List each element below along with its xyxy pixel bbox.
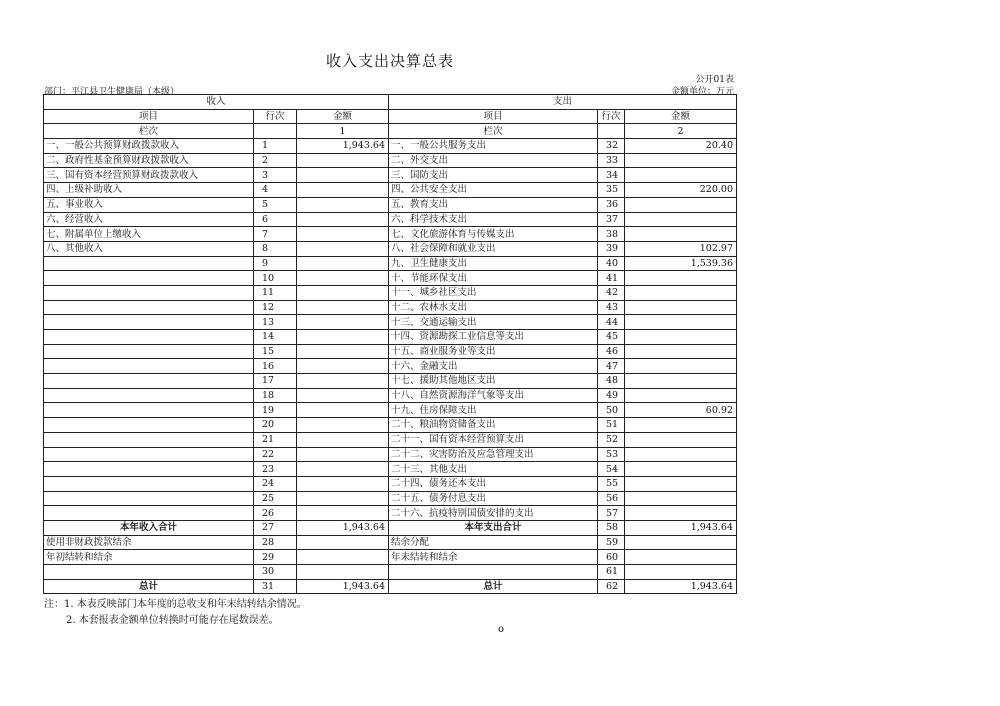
income-item <box>44 447 254 462</box>
expense-item: 二十六、抗疫特别国债安排的支出 <box>389 506 598 521</box>
table-row <box>44 241 737 256</box>
expense-lanci-label: 栏次 <box>389 124 598 139</box>
expense-item: 四、公共安全支出 <box>389 183 598 198</box>
income-item <box>44 432 254 447</box>
year-total-row <box>44 520 737 535</box>
expense-row-number: 37 <box>598 212 625 227</box>
table-row <box>44 550 737 565</box>
income-row-number: 16 <box>254 359 297 374</box>
expense-row-number: 32 <box>598 139 625 154</box>
income-row-number: 24 <box>254 476 297 491</box>
expense-row-number: 40 <box>598 256 625 271</box>
income-amount <box>297 168 389 183</box>
expense-row-number: 34 <box>598 168 625 183</box>
income-amount <box>297 565 389 580</box>
expense-row-number: 55 <box>598 476 625 491</box>
table-row <box>44 183 737 198</box>
expense-item: 二十、粮油物资储备支出 <box>389 418 598 433</box>
income-section-header: 收入 <box>44 95 389 110</box>
income-row-number: 7 <box>254 227 297 242</box>
income-lanci-label: 栏次 <box>44 124 254 139</box>
income-row-number: 18 <box>254 388 297 403</box>
expense-amount: 220.00 <box>625 183 737 198</box>
expense-amount <box>625 197 737 212</box>
income-item <box>44 330 254 345</box>
table-row <box>44 212 737 227</box>
income-amount <box>297 153 389 168</box>
income-row-number: 20 <box>254 418 297 433</box>
expense-item-header: 项目 <box>389 109 598 124</box>
income-item <box>44 462 254 477</box>
table-row <box>44 153 737 168</box>
expense-row-number: 38 <box>598 227 625 242</box>
expense-row-number: 61 <box>598 565 625 580</box>
income-row-number: 15 <box>254 344 297 359</box>
table-row <box>44 403 737 418</box>
income-amount: 1,943.64 <box>297 579 389 594</box>
expense-amount <box>625 315 737 330</box>
income-row-number: 22 <box>254 447 297 462</box>
table-row <box>44 374 737 389</box>
table-row <box>44 432 737 447</box>
income-item <box>44 388 254 403</box>
income-row-number: 9 <box>254 256 297 271</box>
income-amount <box>297 359 389 374</box>
expense-item: 总计 <box>389 579 598 594</box>
income-row-number: 11 <box>254 285 297 300</box>
expense-item: 年末结转和结余 <box>389 550 598 565</box>
table-row <box>44 330 737 345</box>
expense-amount <box>625 432 737 447</box>
income-row-number: 26 <box>254 506 297 521</box>
income-item <box>44 506 254 521</box>
expense-item: 六、科学技术支出 <box>389 212 598 227</box>
expense-row-number: 49 <box>598 388 625 403</box>
expense-amount <box>625 476 737 491</box>
expense-row-number: 58 <box>598 520 625 535</box>
expense-row-number: 41 <box>598 271 625 286</box>
income-row-number: 28 <box>254 535 297 550</box>
expense-row-number: 45 <box>598 330 625 345</box>
income-item: 一、一般公共预算财政拨款收入 <box>44 139 254 154</box>
expense-item: 二十四、债务还本支出 <box>389 476 598 491</box>
expense-amount: 102.97 <box>625 241 737 256</box>
income-amount <box>297 506 389 521</box>
table-row <box>44 256 737 271</box>
income-amount <box>297 418 389 433</box>
expense-amount <box>625 462 737 477</box>
table-row <box>44 227 737 242</box>
expense-amount <box>625 344 737 359</box>
expense-row-number: 59 <box>598 535 625 550</box>
expense-amount <box>625 550 737 565</box>
table-row <box>44 285 737 300</box>
expense-row-number: 48 <box>598 374 625 389</box>
income-item: 二、政府性基金预算财政拨款收入 <box>44 153 254 168</box>
table-row <box>44 197 737 212</box>
income-amount <box>297 388 389 403</box>
income-item: 总计 <box>44 579 254 594</box>
expense-amount: 1,943.64 <box>625 520 737 535</box>
table-row <box>44 139 737 154</box>
expense-section-header: 支出 <box>389 95 737 110</box>
income-item <box>44 491 254 506</box>
expense-item: 二十一、国有资本经营预算支出 <box>389 432 598 447</box>
income-amount <box>297 535 389 550</box>
table-row <box>44 344 737 359</box>
expense-amount <box>625 359 737 374</box>
income-amount <box>297 330 389 345</box>
income-amount <box>297 476 389 491</box>
income-item: 使用非财政拨款结余 <box>44 535 254 550</box>
expense-amount: 60.92 <box>625 403 737 418</box>
expense-lanci-number: 2 <box>625 124 737 139</box>
income-item: 年初结转和结余 <box>44 550 254 565</box>
expense-amount <box>625 330 737 345</box>
income-item: 三、国有资本经营预算财政拨款收入 <box>44 168 254 183</box>
income-item: 七、附属单位上缴收入 <box>44 227 254 242</box>
expense-amount <box>625 227 737 242</box>
expense-amount <box>625 300 737 315</box>
income-amount <box>297 315 389 330</box>
table-row <box>44 506 737 521</box>
income-amount <box>297 227 389 242</box>
expense-amount: 20.40 <box>625 139 737 154</box>
expense-item: 十二、农林水支出 <box>389 300 598 315</box>
footnote-1: 注：1. 本表反映部门本年度的总收支和年末结转结余情况。 <box>44 599 307 610</box>
income-row-number: 13 <box>254 315 297 330</box>
expense-amount <box>625 535 737 550</box>
income-row-number: 21 <box>254 432 297 447</box>
income-item: 本年收入合计 <box>44 520 254 535</box>
department-label: 部门：平江县卫生健康局（本级） <box>44 87 180 97</box>
footnote-2: 2. 本套报表金额单位转换时可能存在尾数误差。 <box>66 615 279 626</box>
expense-row-number: 36 <box>598 197 625 212</box>
expense-item: 一、一般公共服务支出 <box>389 139 598 154</box>
table-row <box>44 535 737 550</box>
expense-amount <box>625 447 737 462</box>
expense-item: 十三、交通运输支出 <box>389 315 598 330</box>
income-amount: 1,943.64 <box>297 520 389 535</box>
expense-row-number: 54 <box>598 462 625 477</box>
income-item-header: 项目 <box>44 109 254 124</box>
expense-item: 十一、城乡社区支出 <box>389 285 598 300</box>
income-row-number: 5 <box>254 197 297 212</box>
income-amount <box>297 300 389 315</box>
expense-row-number: 50 <box>598 403 625 418</box>
expense-amount <box>625 212 737 227</box>
trailing-mark: o <box>498 624 505 635</box>
column-header-row <box>44 109 737 124</box>
page-title: 收入支出决算总表 <box>325 52 454 70</box>
income-row-number: 25 <box>254 491 297 506</box>
income-row-number: 6 <box>254 212 297 227</box>
expense-item: 十六、金融支出 <box>389 359 598 374</box>
income-amount <box>297 403 389 418</box>
expense-amount <box>625 285 737 300</box>
income-amount <box>297 271 389 286</box>
expense-row-number: 46 <box>598 344 625 359</box>
expense-item <box>389 565 598 580</box>
table-row <box>44 447 737 462</box>
income-row-number: 1 <box>254 139 297 154</box>
income-row-number: 17 <box>254 374 297 389</box>
expense-item: 二十五、债务付息支出 <box>389 491 598 506</box>
table-row <box>44 315 737 330</box>
expense-item: 本年支出合计 <box>389 520 598 535</box>
income-amount <box>297 285 389 300</box>
income-item <box>44 418 254 433</box>
unit-label: 金额单位：万元 <box>670 87 734 97</box>
income-item <box>44 256 254 271</box>
expense-item: 十五、商业服务业等支出 <box>389 344 598 359</box>
expense-row-number: 42 <box>598 285 625 300</box>
lanci-row <box>44 124 737 139</box>
income-lanci-empty <box>254 124 297 139</box>
income-item: 四、上级补助收入 <box>44 183 254 198</box>
income-row-number: 19 <box>254 403 297 418</box>
income-amount: 1,943.64 <box>297 139 389 154</box>
section-header-row <box>44 95 737 110</box>
income-row-header: 行次 <box>254 109 297 124</box>
expense-amount: 1,943.64 <box>625 579 737 594</box>
expense-item: 八、社会保障和就业支出 <box>389 241 598 256</box>
expense-row-number: 60 <box>598 550 625 565</box>
table-row <box>44 300 737 315</box>
expense-amount <box>625 506 737 521</box>
income-amount <box>297 374 389 389</box>
income-item: 八、其他收入 <box>44 241 254 256</box>
income-row-number: 10 <box>254 271 297 286</box>
expense-item: 三、国防支出 <box>389 168 598 183</box>
expense-item: 十、节能环保支出 <box>389 271 598 286</box>
expense-item: 十九、住房保障支出 <box>389 403 598 418</box>
income-row-number: 31 <box>254 579 297 594</box>
income-amount <box>297 432 389 447</box>
income-row-number: 12 <box>254 300 297 315</box>
income-lanci-number: 1 <box>297 124 389 139</box>
income-amount <box>297 197 389 212</box>
income-amount <box>297 212 389 227</box>
expense-item: 七、文化旅游体育与传媒支出 <box>389 227 598 242</box>
table-row <box>44 462 737 477</box>
expense-row-number: 47 <box>598 359 625 374</box>
income-item: 六、经营收入 <box>44 212 254 227</box>
expense-amount <box>625 565 737 580</box>
table-row <box>44 565 737 580</box>
expense-amount <box>625 153 737 168</box>
expense-item: 十八、自然资源海洋气象等支出 <box>389 388 598 403</box>
budget-summary-table <box>43 94 737 594</box>
income-row-number: 30 <box>254 565 297 580</box>
expense-row-number: 56 <box>598 491 625 506</box>
table-row <box>44 271 737 286</box>
expense-amount <box>625 491 737 506</box>
expense-row-number: 51 <box>598 418 625 433</box>
expense-item: 二十二、灾害防治及应急管理支出 <box>389 447 598 462</box>
expense-row-number: 43 <box>598 300 625 315</box>
income-amount <box>297 447 389 462</box>
expense-row-number: 52 <box>598 432 625 447</box>
expense-amount-header: 金额 <box>625 109 737 124</box>
income-row-number: 23 <box>254 462 297 477</box>
income-row-number: 29 <box>254 550 297 565</box>
income-item <box>44 285 254 300</box>
expense-amount: 1,539.36 <box>625 256 737 271</box>
income-row-number: 14 <box>254 330 297 345</box>
expense-amount <box>625 374 737 389</box>
income-item <box>44 476 254 491</box>
expense-item: 二十三、其他支出 <box>389 462 598 477</box>
income-item <box>44 315 254 330</box>
income-amount-header: 金额 <box>297 109 389 124</box>
income-row-number: 27 <box>254 520 297 535</box>
income-item <box>44 271 254 286</box>
income-amount <box>297 491 389 506</box>
expense-item: 五、教育支出 <box>389 197 598 212</box>
income-row-number: 8 <box>254 241 297 256</box>
income-item <box>44 565 254 580</box>
expense-row-number: 62 <box>598 579 625 594</box>
income-item <box>44 300 254 315</box>
table-row <box>44 491 737 506</box>
table-row <box>44 168 737 183</box>
income-amount <box>297 344 389 359</box>
income-amount <box>297 256 389 271</box>
income-item <box>44 403 254 418</box>
expense-row-number: 53 <box>598 447 625 462</box>
expense-item: 九、卫生健康支出 <box>389 256 598 271</box>
table-row <box>44 388 737 403</box>
income-amount <box>297 550 389 565</box>
expense-row-number: 33 <box>598 153 625 168</box>
table-row <box>44 418 737 433</box>
income-item <box>44 344 254 359</box>
footnotes <box>44 597 307 629</box>
expense-row-header: 行次 <box>598 109 625 124</box>
grand-total-row <box>44 579 737 594</box>
income-row-number: 4 <box>254 183 297 198</box>
expense-item: 二、外交支出 <box>389 153 598 168</box>
expense-item: 十七、援助其他地区支出 <box>389 374 598 389</box>
table-row <box>44 359 737 374</box>
expense-lanci-empty <box>598 124 625 139</box>
income-item <box>44 359 254 374</box>
expense-amount <box>625 271 737 286</box>
form-number: 公开01表 <box>695 75 734 85</box>
income-item <box>44 374 254 389</box>
expense-amount <box>625 388 737 403</box>
table-row <box>44 476 737 491</box>
expense-amount <box>625 418 737 433</box>
expense-amount <box>625 168 737 183</box>
expense-row-number: 35 <box>598 183 625 198</box>
expense-row-number: 44 <box>598 315 625 330</box>
expense-row-number: 39 <box>598 241 625 256</box>
income-row-number: 3 <box>254 168 297 183</box>
income-amount <box>297 462 389 477</box>
expense-row-number: 57 <box>598 506 625 521</box>
expense-item: 十四、资源勘探工业信息等支出 <box>389 330 598 345</box>
income-amount <box>297 183 389 198</box>
expense-item: 结余分配 <box>389 535 598 550</box>
income-row-number: 2 <box>254 153 297 168</box>
income-item: 五、事业收入 <box>44 197 254 212</box>
income-amount <box>297 241 389 256</box>
